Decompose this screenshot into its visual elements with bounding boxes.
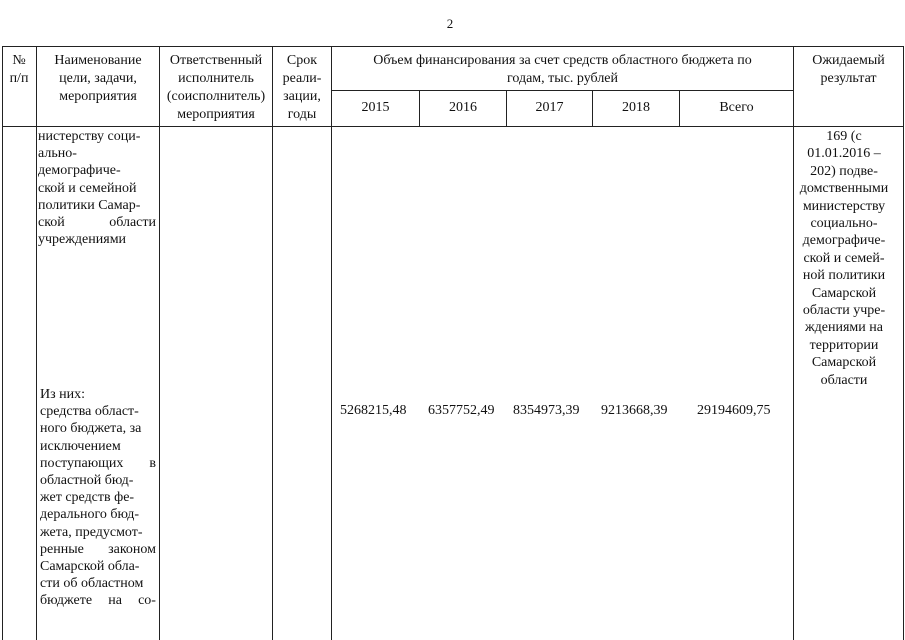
result-cell	[794, 128, 894, 389]
name-line-justified	[40, 455, 156, 472]
name-line: жет средств фе-	[40, 490, 135, 506]
header-year-2016: 2016	[449, 100, 477, 115]
header-executor-line: Ответственный	[169, 53, 263, 68]
header-year-2018: 2018	[622, 100, 650, 115]
header-year-2015: 2015	[361, 100, 390, 115]
header-executor-line: (соисполнитель)	[166, 89, 266, 104]
name-word: со-	[138, 593, 156, 609]
header-funding-line: годам, тыс. рублей	[506, 71, 619, 86]
header-num	[2, 52, 36, 88]
name-line: дерального бюд-	[40, 507, 140, 523]
value-total: 29194609,75	[697, 403, 771, 418]
header-executor-line: исполнитель	[178, 71, 254, 86]
header-executor	[160, 52, 272, 124]
header-name-line: мероприятия	[59, 89, 137, 104]
result-line: ной политики	[802, 268, 886, 284]
header-result	[794, 52, 903, 88]
header-bottom-border	[2, 126, 904, 127]
result-line: 202) подве-	[810, 163, 878, 179]
name-word: бюджете	[40, 593, 93, 609]
name-word: на	[108, 593, 122, 609]
header-term-line: годы	[287, 107, 317, 122]
name-word: ской	[38, 215, 65, 231]
result-line: домственными	[799, 181, 889, 197]
name-line-justified	[40, 541, 156, 558]
name-line: ально-	[38, 146, 77, 162]
result-line: ждениями на	[805, 320, 883, 336]
name-word: области	[109, 215, 156, 231]
header-executor-line: мероприятия	[177, 107, 255, 122]
name-cell-continued	[38, 128, 156, 248]
column-divider-executor	[272, 46, 273, 640]
header-year-2017: 2017	[535, 100, 564, 115]
page-number: 2	[446, 16, 454, 31]
name-word: законом	[108, 541, 156, 557]
name-line: исключением	[40, 438, 121, 454]
name-line: учреждениями	[38, 232, 127, 248]
name-line: жета, предусмот-	[40, 524, 143, 540]
table-right-border	[903, 46, 904, 640]
result-line: Самарской	[811, 355, 877, 371]
name-cell-subitem	[40, 386, 156, 610]
name-line: Из них:	[40, 387, 86, 402]
header-term-line: зации,	[283, 89, 321, 104]
result-line: области	[820, 372, 868, 388]
result-line: ской и семей-	[803, 250, 885, 266]
header-num-line: №	[12, 53, 26, 68]
name-line-justified	[38, 214, 156, 231]
header-result-line: результат	[820, 71, 877, 86]
name-line: средства област-	[40, 404, 139, 420]
name-word: в	[149, 455, 156, 471]
header-funding-line: Объем финансирования за счет средств областного бюджета по	[373, 53, 752, 68]
table-left-border	[2, 46, 3, 640]
funding-header-divider	[331, 90, 793, 91]
header-term-line: Срок	[286, 53, 318, 68]
name-word: поступающих	[40, 455, 124, 471]
header-result-line: Ожидаемый	[812, 53, 885, 68]
header-name	[37, 52, 159, 106]
header-total: Всего	[719, 100, 754, 115]
header-num-line: п/п	[9, 71, 29, 86]
name-word: ренные	[40, 541, 84, 557]
name-line: демографиче-	[38, 163, 121, 179]
result-line: министерству	[802, 198, 886, 214]
value-2016: 6357752,49	[428, 403, 495, 418]
header-name-line: Наименование	[54, 53, 142, 68]
name-line: нистерству соци-	[38, 129, 141, 144]
name-line: сти об областном	[40, 576, 144, 592]
header-term	[273, 52, 331, 124]
name-line-justified	[40, 592, 156, 609]
header-term-line: реали-	[282, 71, 322, 86]
result-line: области учре-	[802, 303, 886, 319]
name-line: ного бюджета, за	[40, 421, 142, 437]
header-name-line: цели, задачи,	[59, 71, 137, 86]
result-line: Самарской	[811, 285, 877, 301]
column-divider-name	[159, 46, 160, 640]
value-2018: 9213668,39	[601, 403, 668, 418]
name-line: ской и семейной	[38, 180, 137, 196]
column-divider-num	[36, 46, 37, 640]
result-line: социально-	[810, 216, 878, 232]
column-divider-term	[331, 46, 332, 640]
header-funding	[332, 52, 793, 88]
value-2017: 8354973,39	[513, 403, 580, 418]
table-top-border	[2, 46, 904, 47]
result-line: 01.01.2016 –	[807, 146, 881, 162]
name-line: Самарской обла-	[40, 559, 140, 575]
name-line: политики Самар-	[38, 197, 141, 213]
value-2015: 5268215,48	[340, 403, 407, 418]
name-line: областной бюд-	[40, 473, 134, 489]
result-line: демографиче-	[802, 233, 886, 249]
result-line: 169 (с	[826, 129, 862, 144]
result-line: территории	[809, 337, 879, 353]
